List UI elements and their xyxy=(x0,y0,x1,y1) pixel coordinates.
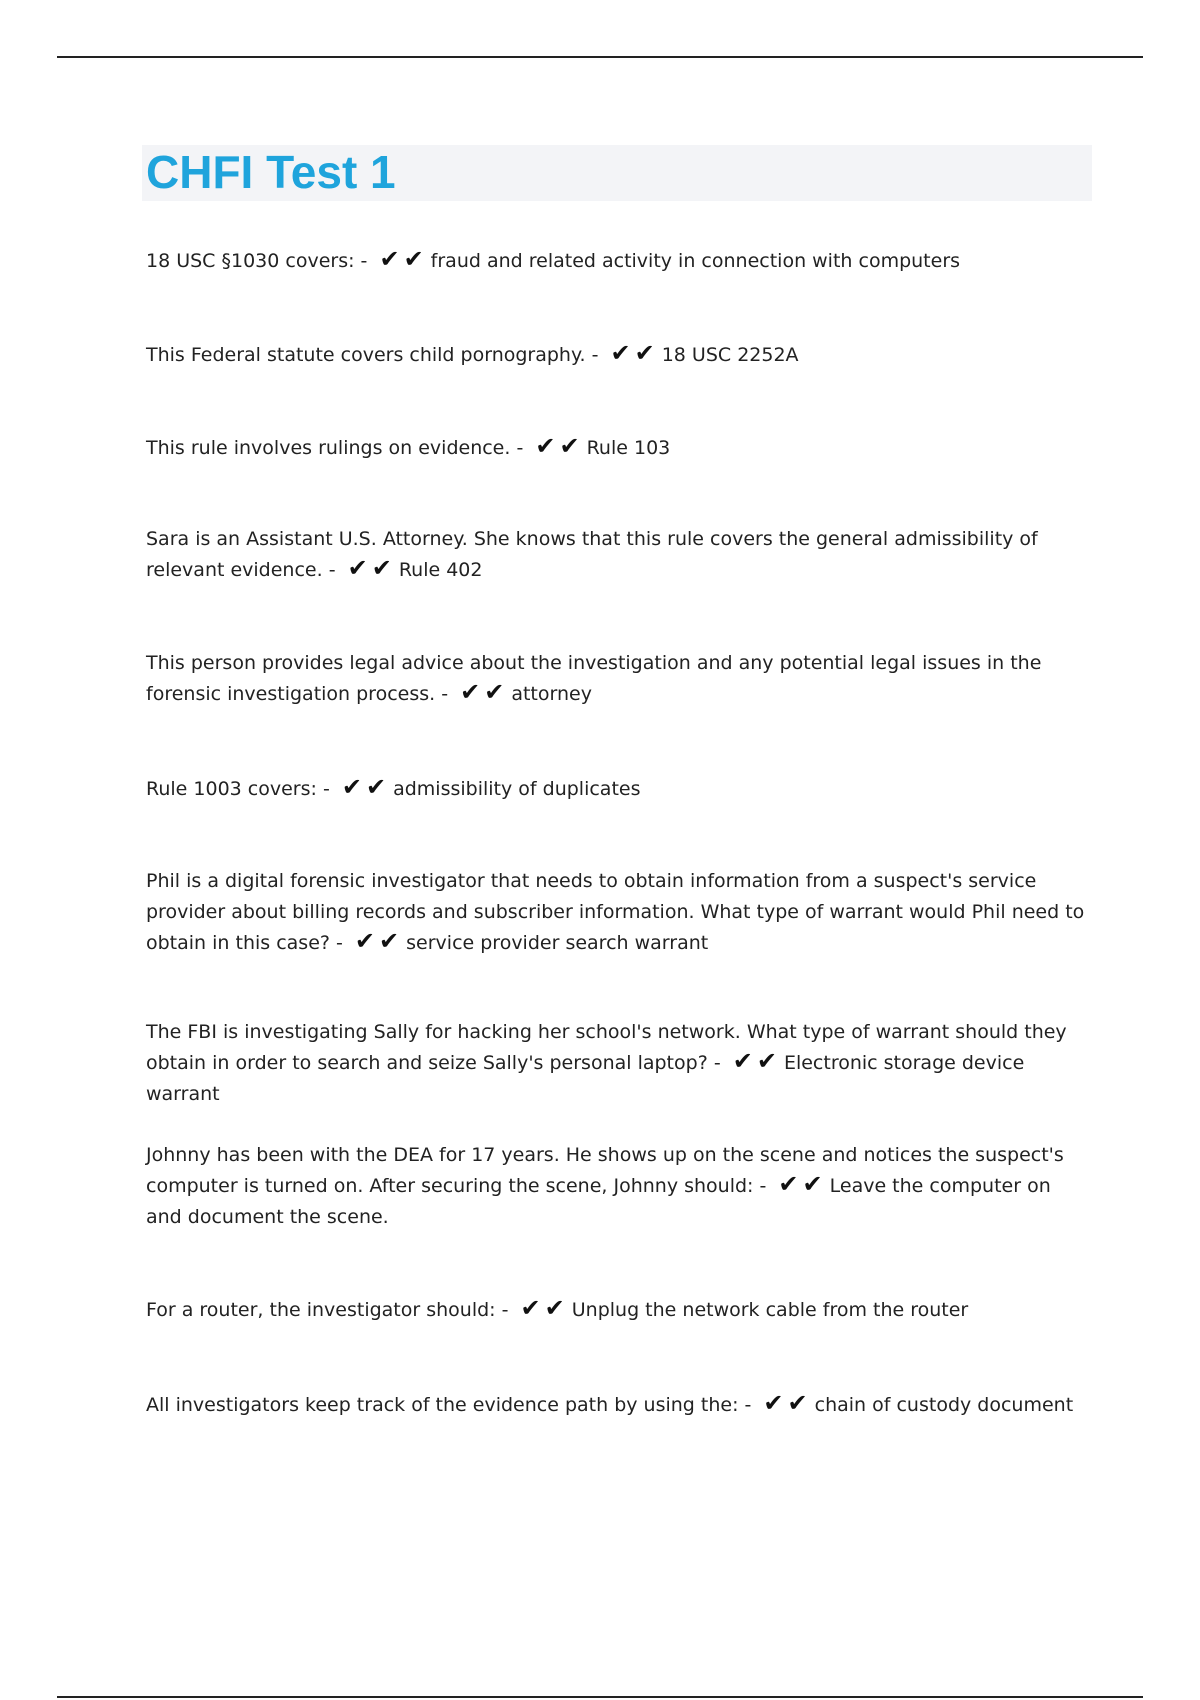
answer-text: Electronic storage device warrant xyxy=(146,1052,1025,1105)
answer-text: attorney xyxy=(511,683,592,705)
question-text: For a router, the investigator should: - xyxy=(146,1299,509,1321)
qa-item-8 xyxy=(146,1017,1091,1110)
bottom-divider xyxy=(57,1696,1143,1698)
qa-item-7 xyxy=(146,866,1091,959)
double-check-icon: ✔✔ xyxy=(763,1389,812,1417)
answer-text: fraud and related activity in connection with computers xyxy=(430,250,961,272)
qa-item-4 xyxy=(146,524,1091,586)
answer-text: Leave the computer on and document the scene. xyxy=(146,1175,1051,1228)
answer-text: Rule 402 xyxy=(398,559,483,581)
question-text: Rule 1003 covers: - xyxy=(146,778,330,800)
qa-item-6 xyxy=(146,774,1091,805)
question-text: Johnny has been with the DEA for 17 years. He shows up on the scene and notices the suspect's computer is turned on. After securing the scene, Johnny should: - xyxy=(146,1144,1064,1197)
top-divider xyxy=(57,56,1143,58)
question-text: Phil is a digital forensic investigator that needs to obtain information from a suspect's service provider about billing records and subscriber information. What type of warrant would Phil need to obtain in this case? - xyxy=(146,870,1085,954)
page-title: CHFI Test 1 xyxy=(146,146,396,198)
qa-item-2 xyxy=(146,340,1091,371)
answer-text: Rule 103 xyxy=(586,437,671,459)
answer-text: Unplug the network cable from the router xyxy=(571,1299,969,1321)
double-check-icon: ✔✔ xyxy=(520,1294,569,1322)
double-check-icon: ✔✔ xyxy=(610,339,659,367)
question-text: 18 USC §1030 covers: - xyxy=(146,250,368,272)
answer-text: service provider search warrant xyxy=(406,932,709,954)
qa-item-1 xyxy=(146,246,1091,277)
question-text: This Federal statute covers child pornography. - xyxy=(146,344,599,366)
double-check-icon: ✔✔ xyxy=(535,432,584,460)
question-text: This person provides legal advice about the investigation and any potential legal issues in the forensic investigation process. - xyxy=(146,652,1042,705)
question-text: Sara is an Assistant U.S. Attorney. She knows that this rule covers the general admissibility of relevant evidence. - xyxy=(146,528,1038,581)
double-check-icon: ✔✔ xyxy=(379,245,428,273)
qa-item-10 xyxy=(146,1295,1091,1326)
double-check-icon: ✔✔ xyxy=(460,678,509,706)
double-check-icon: ✔✔ xyxy=(732,1047,781,1075)
double-check-icon: ✔✔ xyxy=(778,1170,827,1198)
question-text: All investigators keep track of the evidence path by using the: - xyxy=(146,1394,752,1416)
double-check-icon: ✔✔ xyxy=(341,773,391,801)
answer-text: admissibility of duplicates xyxy=(393,778,641,800)
question-text: The FBI is investigating Sally for hacking her school's network. What type of warrant should they obtain in order to search and seize Sally's personal laptop? - xyxy=(146,1021,1067,1074)
qa-item-5 xyxy=(146,648,1091,710)
qa-item-3 xyxy=(146,433,1091,464)
answer-text: 18 USC 2252A xyxy=(661,344,799,366)
double-check-icon: ✔✔ xyxy=(347,554,396,582)
question-text: This rule involves rulings on evidence. - xyxy=(146,437,524,459)
double-check-icon: ✔✔ xyxy=(354,927,404,955)
qa-item-11 xyxy=(146,1390,1091,1421)
answer-text: chain of custody document xyxy=(814,1394,1074,1416)
qa-item-9 xyxy=(146,1140,1091,1233)
